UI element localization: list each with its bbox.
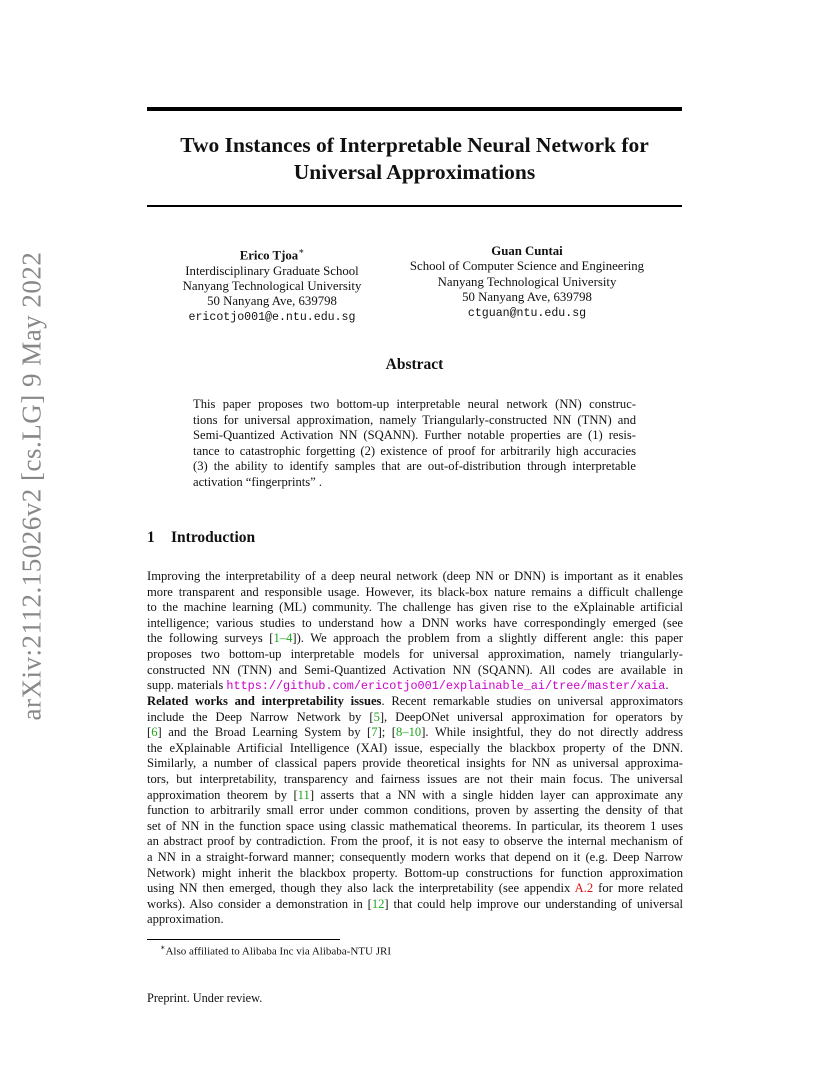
title-top-rule bbox=[147, 107, 682, 111]
citation-link[interactable]: 11 bbox=[297, 787, 310, 802]
author-email: ericotjo001@e.ntu.edu.sg bbox=[188, 310, 356, 324]
author-affiliation: Interdisciplinary Graduate School bbox=[185, 263, 359, 278]
abstract-line: tions for universal approximation, namely Triangularly-constructed NN (TNN) and bbox=[193, 412, 636, 427]
text-line: Network) might inherit the blackbox property. Bottom-up constructions for function approximation bbox=[147, 865, 683, 880]
citation-link[interactable]: 12 bbox=[371, 896, 385, 911]
footnote-mark: ∗ bbox=[160, 943, 166, 952]
text-line: supp. materials https://github.com/ericotjo001/explainable_ai/tree/master/xaia. bbox=[147, 678, 669, 694]
text-line: tors, but interpretability, transparency and fairness issues are not their main focus. The universal bbox=[147, 771, 683, 786]
author-email: ctguan@ntu.edu.sg bbox=[467, 306, 587, 320]
text-line: include the Deep Narrow Network by [5], DeepONet universal approximation for operators by bbox=[147, 709, 684, 724]
text-line: intelligence; various studies to understand how a DNN works have correspondingly emerged (see bbox=[147, 615, 683, 630]
abstract-line: activation “fingerprints” . bbox=[193, 474, 323, 489]
citation-link[interactable]: 1–4 bbox=[273, 631, 293, 646]
text-line: a NN in a straight-forward manner; consequently modern works that depend on it (e.g. Deep Narrow bbox=[147, 849, 683, 864]
citation-link[interactable]: 8–10 bbox=[396, 725, 422, 740]
text-line: to the machine learning (ML) community. The challenge has given rise to the eXplainable artificial bbox=[147, 600, 683, 615]
author-address: 50 Nanyang Ave, 639798 bbox=[462, 290, 592, 305]
author-affiliation: School of Computer Science and Engineering bbox=[409, 259, 645, 274]
author-block-1 bbox=[142, 244, 402, 325]
author-university: Nanyang Technological University bbox=[182, 279, 362, 294]
section-number: 1 bbox=[147, 529, 155, 546]
abstract-line: This paper proposes two bottom-up interpretable neural network (NN) construc- bbox=[193, 397, 636, 411]
abstract-body bbox=[193, 397, 636, 491]
author-address: 50 Nanyang Ave, 639798 bbox=[207, 294, 337, 309]
abstract-line: tance to catastrophic forgetting (2) existence of proof for arbitrarily high accuracies bbox=[193, 443, 636, 458]
arxiv-identifier: arXiv:2112.15026v2 [cs.LG] 9 May 2022 bbox=[16, 251, 47, 721]
footnote bbox=[160, 943, 391, 958]
text-line: constructed NN (TNN) and Semi-Quantized Activation NN (SQANN). All codes are available in bbox=[147, 662, 683, 677]
abstract-line: (3) the ability to identify samples that are out-of-distribution through interpretable bbox=[193, 459, 636, 474]
text-line: set of NN in the function space using classic mathematical theorems. In particular, its theorem 1 uses bbox=[147, 818, 683, 833]
author-block-2 bbox=[397, 244, 657, 321]
author-name: Erico Tjoa∗ bbox=[239, 246, 305, 263]
paper-title-line-2: Universal Approximations bbox=[293, 160, 536, 184]
text-line: the following surveys [1–4]). We approach the problem from a slightly different angle: this paper bbox=[147, 631, 683, 646]
text-line: approximation theorem by [11] asserts that a NN with a single hidden layer can approximate any bbox=[147, 787, 683, 802]
related-works-paragraph bbox=[147, 694, 683, 928]
paragraph-heading: Related works and interpretability issues bbox=[147, 694, 382, 708]
text-line: proposes two bottom-up interpretable models for universal approximation, namely triangularly- bbox=[147, 646, 683, 661]
text-line: Related works and interpretability issues. Recent remarkable studies on universal approximators bbox=[147, 694, 683, 708]
text-line: Similarly, a number of classical papers provide theoretical insights for NN as universal approxima- bbox=[147, 756, 683, 771]
title-bottom-rule bbox=[147, 205, 682, 207]
abstract-heading: Abstract bbox=[385, 356, 444, 373]
appendix-link[interactable]: A.2 bbox=[574, 881, 594, 896]
text-line: approximation. bbox=[147, 912, 224, 927]
preprint-notice: Preprint. Under review. bbox=[147, 991, 263, 1005]
text-line: works). Also consider a demonstration in [12] that could help improve our understanding of universal bbox=[147, 896, 683, 911]
section-title: Introduction bbox=[171, 529, 256, 546]
author-name: Guan Cuntai bbox=[491, 244, 563, 258]
citation-link[interactable]: 6 bbox=[151, 725, 158, 740]
footnote-text: Also affiliated to Alibaba Inc via Alibaba-NTU JRI bbox=[165, 945, 391, 958]
footnote-rule bbox=[147, 939, 340, 940]
section-heading bbox=[147, 529, 255, 547]
text-line: [6] and the Broad Learning System by [7]; [8–10]. While insightful, they do not directly address bbox=[147, 725, 683, 740]
text-line: the eXplainable Artificial Intelligence (XAI) issue, especially the blackbox property of the DNN. bbox=[147, 740, 683, 755]
text-line: using NN then emerged, though they also lack the interpretability (see appendix A.2 for more related bbox=[147, 881, 684, 896]
text-line: function to arbitrarily small error under common conditions, proven by asserting the density of that bbox=[147, 803, 683, 818]
citation-link[interactable]: 5 bbox=[373, 709, 380, 724]
citation-link[interactable]: 7 bbox=[371, 725, 378, 740]
text-line: Improving the interpretability of a deep neural network (deep NN or DNN) is important as it enables bbox=[147, 569, 683, 583]
intro-paragraph bbox=[147, 569, 683, 695]
abstract-line: Semi-Quantized Activation NN (SQANN). Further notable properties are (1) resis- bbox=[193, 428, 636, 443]
author-university: Nanyang Technological University bbox=[437, 274, 617, 289]
text-line: more transparent and responsible usage. However, its black-box nature remains a difficult challenge bbox=[147, 584, 683, 599]
github-url-link[interactable]: https://github.com/ericotjo001/explainable_ai/tree/master/xaia bbox=[226, 679, 666, 694]
text-line: an abstract proof by contradiction. From the proof, it is not easy to observe the internal mechanism of bbox=[147, 834, 683, 849]
paper-title-line-1: Two Instances of Interpretable Neural Network for bbox=[180, 133, 649, 157]
